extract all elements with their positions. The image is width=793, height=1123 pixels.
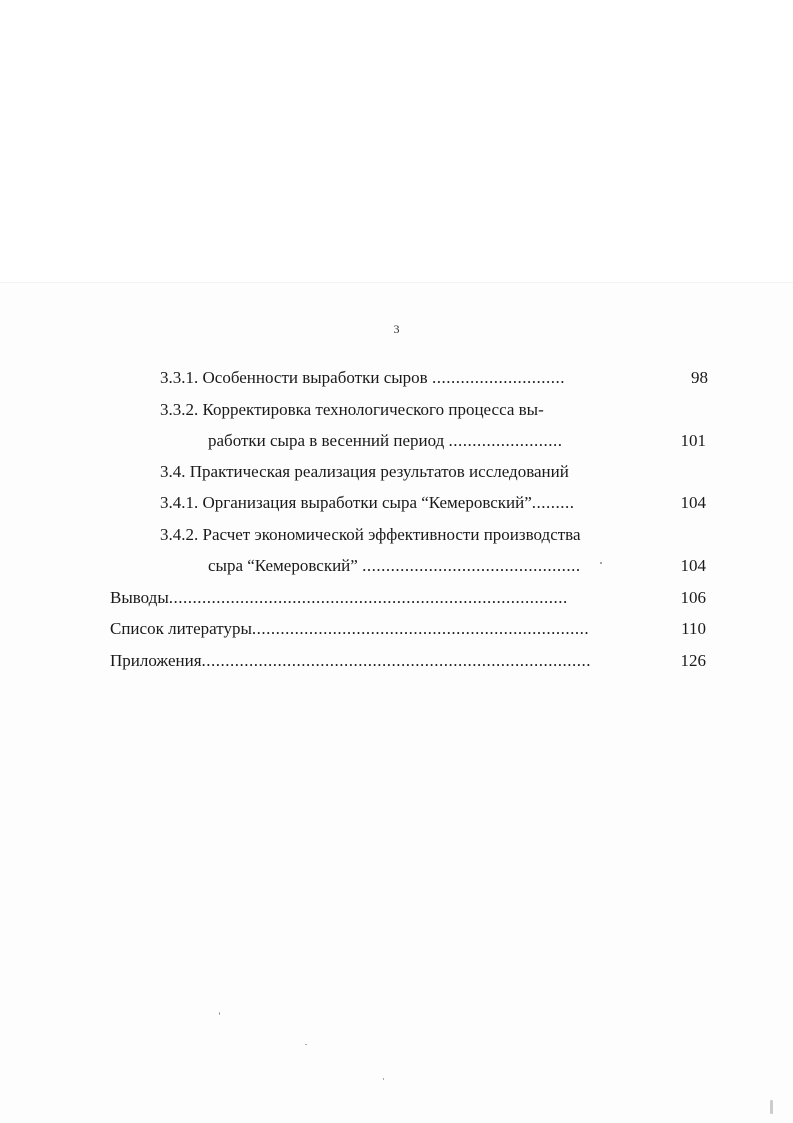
toc-entry-page: 126 [680, 651, 706, 670]
toc-entry-title: Приложения.................................................................................. [110, 651, 592, 670]
scan-speck [219, 1012, 220, 1015]
toc-entry-page: 98 [691, 368, 708, 387]
toc-entry-3-3-2-line2 [208, 431, 706, 451]
toc-entry-page: 101 [680, 431, 706, 450]
toc-entry-title: 3.4. Практическая реализация результатов исследований [160, 462, 569, 481]
toc-entry-title: 3.4.2. Расчет экономической эффективности производства [160, 525, 581, 544]
toc-entry-references [110, 619, 706, 639]
toc-entry-title: работки сыра в весенний период ........................ [208, 431, 563, 450]
toc-entry-title: Выводы.................................................................................... [110, 588, 568, 607]
toc-entry-conclusions [110, 588, 706, 608]
toc-entry-title: 3.4.1. Организация выработки сыра “Кемеровский”......... [160, 493, 575, 512]
toc-entry-title: 3.3.2. Корректировка технологического процесса вы- [160, 400, 544, 419]
toc-entry-appendices [110, 651, 706, 671]
toc-entry-3-4-2-line1 [160, 525, 708, 545]
toc-entry-3-4-2-line2 [208, 556, 706, 576]
scan-speck [600, 562, 602, 564]
toc-entry-page: 104 [680, 493, 706, 512]
scan-speck [305, 1044, 307, 1045]
toc-entry-page: 104 [680, 556, 706, 575]
toc-entry-title: сыра “Кемеровский” .............................................. [208, 556, 581, 575]
scan-speck [770, 1100, 773, 1114]
toc-entry-3-4-1 [160, 493, 706, 513]
toc-entry-3-4 [160, 462, 708, 482]
toc-entry-page: 106 [680, 588, 706, 607]
toc-entry-3-3-2-line1 [160, 400, 708, 420]
scan-speck [383, 1078, 384, 1080]
toc-entry-title: Список литературы....................................................................... [110, 619, 590, 638]
toc-entry-3-3-1 [160, 368, 708, 388]
toc-entry-page: 110 [681, 619, 706, 638]
toc-entry-title: 3.3.1. Особенности выработки сыров ............................ [160, 368, 565, 387]
page-number: 3 [393, 322, 400, 336]
